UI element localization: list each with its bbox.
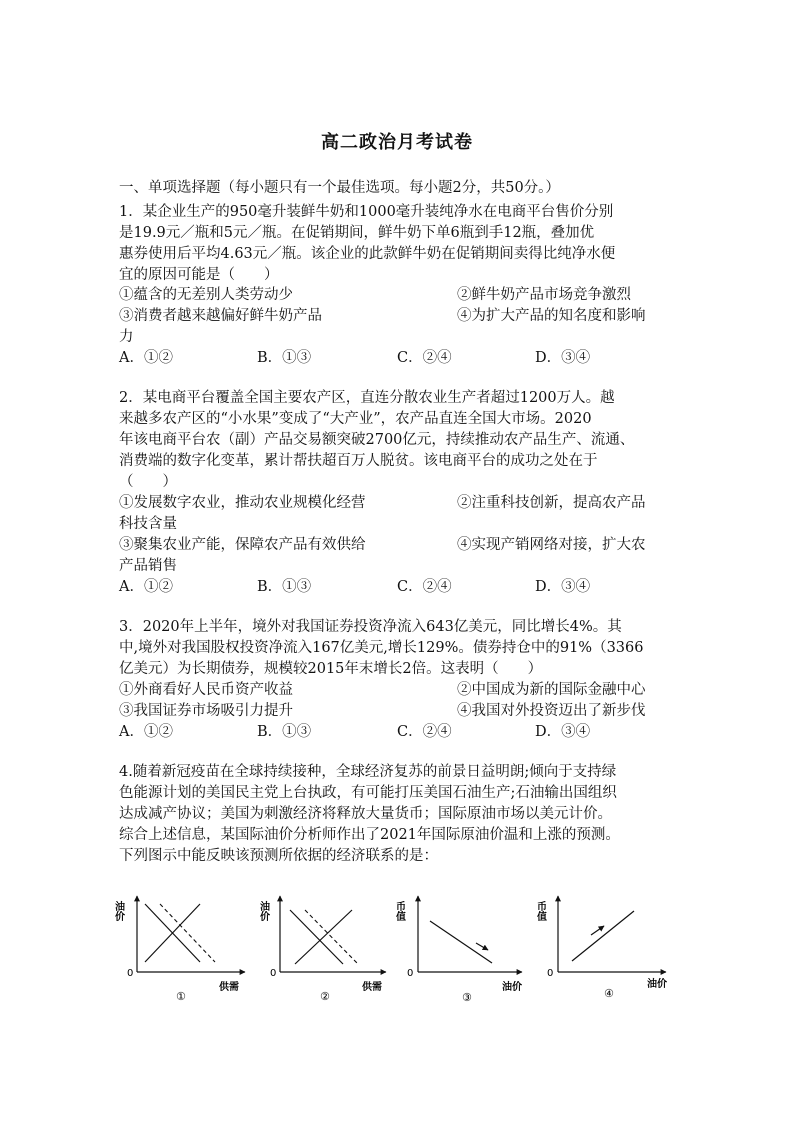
statement-3: ③我国证券市场吸引力提升	[119, 703, 293, 719]
question-text-line: 综合上述信息，某国际油价分析师作出了2021年国际原油价温和上涨的预测。	[119, 827, 620, 843]
origin-label: 0	[127, 968, 134, 979]
statement-3: ③聚集农业产能，保障农产品有效供给	[119, 537, 366, 553]
statement-2: ②注重科技创新，提高农产品	[457, 495, 646, 511]
statement-4: ④我国对外投资迈出了新步伐	[457, 703, 646, 719]
question-text-line: 亿美元）为长期债券，规模较2015年末增长2倍。这表明（ ）	[119, 661, 543, 677]
x-axis-label: 供需	[362, 982, 382, 993]
supply-line-solid	[295, 910, 352, 964]
demand-line-shifted	[160, 904, 215, 962]
origin-label: 0	[270, 968, 277, 979]
option-c: C．②④	[397, 724, 452, 740]
statement-1: ①发展数字农业，推动农业规模化经营	[119, 495, 366, 511]
statement-4: ④实现产销网络对接，扩大农	[457, 537, 646, 553]
trend-line	[572, 911, 634, 961]
x-axis-label: 油价	[502, 982, 522, 993]
figure-caption: ④	[604, 987, 614, 1000]
x-axis-label: 供需	[219, 982, 239, 993]
y-axis-label: 币值	[393, 901, 405, 921]
question-text-line: 年该电商平台农（副）产品交易额突破2700亿元，持续推动农产品生产、流通、	[119, 432, 635, 448]
statement-2-continued: 科技含量	[119, 516, 177, 532]
section-heading: 一、单项选择题（每小题只有一个最佳选项。每小题2分，共50分。）	[119, 180, 560, 196]
origin-label: 0	[407, 968, 414, 979]
question-text-line: 宜的原因可能是（ ）	[119, 267, 279, 283]
option-c: C．②④	[397, 350, 452, 366]
x-axis-label: 油价	[647, 979, 667, 990]
statement-2: ②中国成为新的国际金融中心	[457, 682, 646, 698]
option-d: D．③④	[535, 724, 591, 740]
option-a: A．①②	[119, 724, 173, 740]
figure-caption: ②	[320, 990, 330, 1003]
question-text-line: 下列图示中能反映该预测所依据的经济联系的是：	[119, 848, 438, 864]
statement-4-continued: 力	[119, 329, 134, 345]
question-text-line: 1．某企业生产的950毫升装鲜牛奶和1000毫升装纯净水在电商平台售价分别	[119, 204, 614, 220]
question-text-line: 3．2020年上半年，境外对我国证券投资净流入643亿美元，同比增长4%。其	[119, 619, 622, 635]
question-text-line: 来越多农产区的“小水果”变成了“大产业”，农产品直连全国大市场。2020	[119, 411, 592, 427]
option-d: D．③④	[535, 350, 591, 366]
figure-caption: ①	[176, 990, 186, 1003]
option-d: D．③④	[535, 579, 591, 595]
y-axis-label: 油价	[112, 901, 124, 921]
statement-1: ①外商看好人民币资产收益	[119, 682, 293, 698]
option-b: B．①③	[257, 579, 312, 595]
statement-2: ②鲜牛奶产品市场竞争激烈	[457, 287, 631, 303]
question-text-line: 惠券使用后平均4.63元／瓶。该企业的此款鲜牛奶在促销期间卖得比纯净水便	[119, 246, 616, 262]
y-axis-label: 油价	[257, 901, 269, 921]
option-a: A．①②	[119, 579, 173, 595]
demand-line-solid	[290, 910, 343, 964]
question-text-line: 2．某电商平台覆盖全国主要农产区，直连分散农业生产者超过1200万人。越	[119, 390, 615, 406]
supply-line-shifted	[305, 910, 358, 964]
figure-caption: ③	[462, 991, 472, 1004]
question-text-line: 4.随着新冠疫苗在全球持续接种，全球经济复苏的前景日益明朗;倾向于支持绿	[119, 764, 617, 780]
trend-line	[430, 921, 492, 963]
option-a: A．①②	[119, 350, 173, 366]
statement-1: ①蕴含的无差别人类劳动少	[119, 287, 293, 303]
y-axis-label: 币值	[534, 901, 546, 921]
statement-4: ④为扩大产品的知名度和影响	[457, 308, 646, 324]
direction-arrow	[476, 943, 488, 950]
page-title: 高二政治月考试卷	[321, 132, 473, 153]
option-c: C．②④	[397, 579, 452, 595]
statement-3: ③消费者越来越偏好鲜牛奶产品	[119, 308, 322, 324]
graph-3	[394, 896, 523, 1004]
question-text-line: 消费端的数字化变革，累计帮扶超百万人脱贫。该电商平台的成功之处在于	[119, 453, 598, 469]
option-b: B．①③	[257, 350, 312, 366]
origin-label: 0	[547, 968, 554, 979]
graph-4	[535, 896, 668, 1000]
question-text-line: 达成减产协议；美国为刺激经济将释放大量货币；国际原油市场以美元计价。	[119, 806, 612, 822]
question-text-line: 中,境外对我国股权投资净流入167亿美元,增长129%。债券持仓中的91%（3366	[119, 640, 644, 656]
statement-4-continued: 产品销售	[119, 558, 177, 574]
direction-arrow	[591, 926, 604, 935]
graph-1	[113, 896, 246, 1003]
question-text-line: 色能源计划的美国民主党上台执政，有可能打压美国石油生产;石油输出国组织	[119, 785, 617, 801]
question-text-line: 是19.9元／瓶和5元／瓶。在促销期间，鲜牛奶下单6瓶到手12瓶，叠加优	[119, 225, 595, 241]
answer-bracket: （ ）	[119, 474, 177, 490]
graph-2	[258, 896, 387, 1003]
option-b: B．①③	[257, 724, 312, 740]
